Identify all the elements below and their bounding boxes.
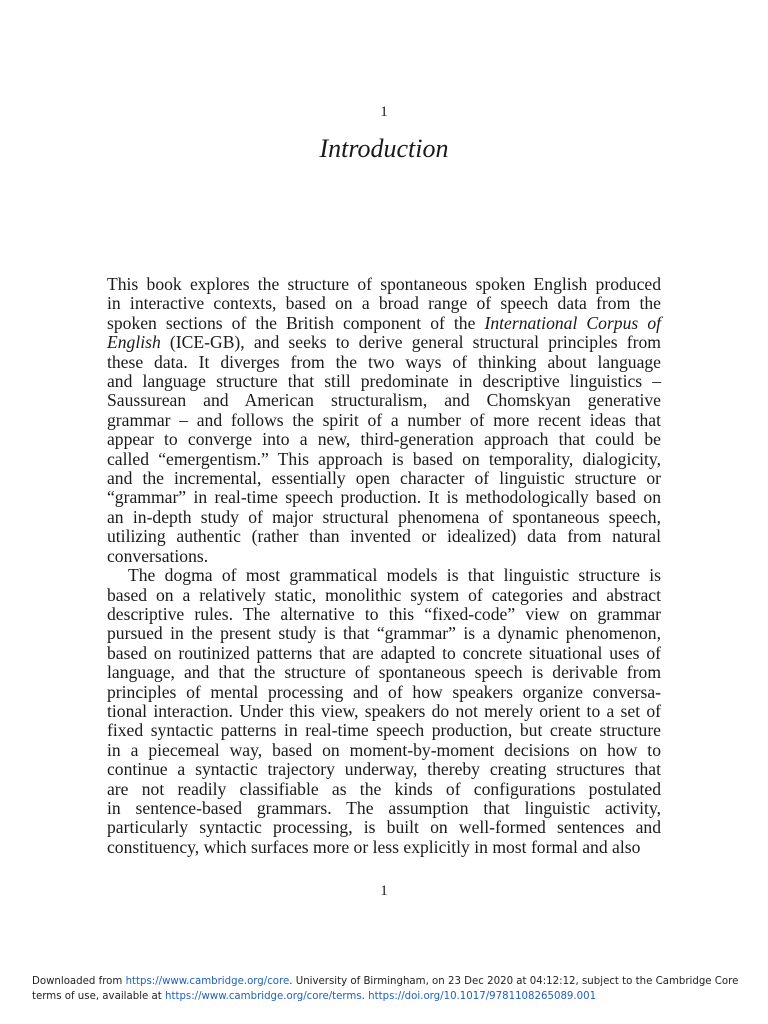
line-text: spoken sections of the British component of the <box>107 312 485 333</box>
text-line <box>107 586 661 605</box>
download-footer <box>32 974 762 1004</box>
text-line <box>107 780 661 799</box>
cambridge-core-link[interactable]: https://www.cambridge.org/core <box>125 976 290 987</box>
text-line <box>107 333 661 352</box>
chapter-title: Introduction <box>319 134 449 163</box>
text-line <box>107 605 661 624</box>
chapter-number: 1 <box>380 104 388 120</box>
paragraph <box>107 566 661 857</box>
text-line <box>107 391 661 410</box>
text-line <box>107 275 661 294</box>
italic-text: English <box>107 332 161 353</box>
footer-prefix: Downloaded from <box>32 976 126 987</box>
line-text: principles of mental processing and of how speakers organize conversa- <box>107 681 661 702</box>
line-text: (ICE-GB), and seeks to derive general structural principles from <box>160 332 661 353</box>
line-text: descriptive rules. The alternative to this “fixed-code” view on grammar <box>107 603 661 624</box>
text-line <box>107 488 661 507</box>
line-text: based on routinized patterns that are adapted to concrete situational uses of <box>107 642 661 663</box>
line-text: The dogma of most grammatical models is that linguistic structure is <box>128 565 661 586</box>
line-text: Saussurean and American structuralism, and Chomskyan generative <box>107 390 661 411</box>
text-line <box>107 799 661 818</box>
text-line <box>107 741 661 760</box>
line-text: language, and that the structure of spontaneous speech is derivable from <box>107 662 661 683</box>
text-line <box>107 294 661 313</box>
footer-middle: . University of Birmingham, on 23 Dec 2020 at 04:12:12, subject to the Cambridge Core <box>289 976 739 987</box>
line-text: pursued in the present study is that “grammar” is a dynamic phenomenon, <box>107 623 661 644</box>
line-text: constituency, which surfaces more or less explicitly in most formal and also <box>107 836 641 857</box>
doi-link[interactable]: https://doi.org/10.1017/9781108265089.001 <box>368 991 597 1002</box>
italic-text: International Corpus of <box>484 312 661 333</box>
line-text: in a piecemeal way, based on moment-by-moment decisions on how to <box>107 739 661 760</box>
footer-line-1 <box>32 974 762 989</box>
text-line <box>107 721 661 740</box>
paragraph <box>107 275 661 566</box>
footer-separator: . <box>361 991 369 1002</box>
line-text: This book explores the structure of spontaneous spoken English produced <box>107 274 661 294</box>
line-text: based on a relatively static, monolithic system of categories and abstract <box>107 584 661 605</box>
line-text: appear to converge into a new, third-generation approach that could be <box>107 429 661 450</box>
text-line <box>107 527 661 546</box>
text-line <box>107 760 661 779</box>
line-text: in interactive contexts, based on a broad range of speech data from the <box>107 293 661 314</box>
line-text: called “emergentism.” This approach is based on temporality, dialogicity, <box>107 448 661 469</box>
text-line <box>107 450 661 469</box>
text-line <box>107 818 661 837</box>
line-text: an in-depth study of major structural phenomena of spontaneous speech, <box>107 506 661 527</box>
line-text: and the incremental, essentially open character of linguistic structure or <box>107 468 661 489</box>
line-text: tional interaction. Under this view, speakers do not merely orient to a set of <box>107 700 661 721</box>
text-line <box>107 624 661 643</box>
line-text: “grammar” in real-time speech production. It is methodologically based on <box>107 487 661 508</box>
text-line <box>107 508 661 527</box>
text-line <box>107 838 661 857</box>
body-text <box>107 275 661 857</box>
text-line <box>107 566 661 585</box>
page-number: 1 <box>380 883 388 899</box>
text-line <box>107 663 661 682</box>
line-text: are not readily classifiable as the kinds of configurations postulated <box>107 778 661 799</box>
text-line <box>107 469 661 488</box>
text-line <box>107 353 661 372</box>
text-line <box>107 314 661 333</box>
footer-line-2 <box>32 989 762 1004</box>
line-text: utilizing authentic (rather than invented or idealized) data from natural <box>107 526 661 547</box>
line-text: particularly syntactic processing, is built on well-formed sentences and <box>107 817 661 838</box>
text-line <box>107 683 661 702</box>
line-text: these data. It diverges from the two ways of thinking about language <box>107 351 661 372</box>
text-line <box>107 372 661 391</box>
line-text: conversations. <box>107 545 209 566</box>
line-text: and language structure that still predominate in descriptive linguistics – <box>107 371 661 392</box>
text-line <box>107 547 661 566</box>
footer-terms-prefix: terms of use, available at <box>32 991 166 1002</box>
text-line <box>107 644 661 663</box>
line-text: fixed syntactic patterns in real-time speech production, but create structure <box>107 720 661 741</box>
line-text: continue a syntactic trajectory underway, thereby creating structures that <box>107 759 661 780</box>
line-text: in sentence-based grammars. The assumption that linguistic activity, <box>107 797 661 818</box>
line-text: grammar – and follows the spirit of a number of more recent ideas that <box>107 409 661 430</box>
text-line <box>107 411 661 430</box>
text-line <box>107 702 661 721</box>
terms-link[interactable]: https://www.cambridge.org/core/terms <box>165 991 362 1002</box>
text-line <box>107 430 661 449</box>
